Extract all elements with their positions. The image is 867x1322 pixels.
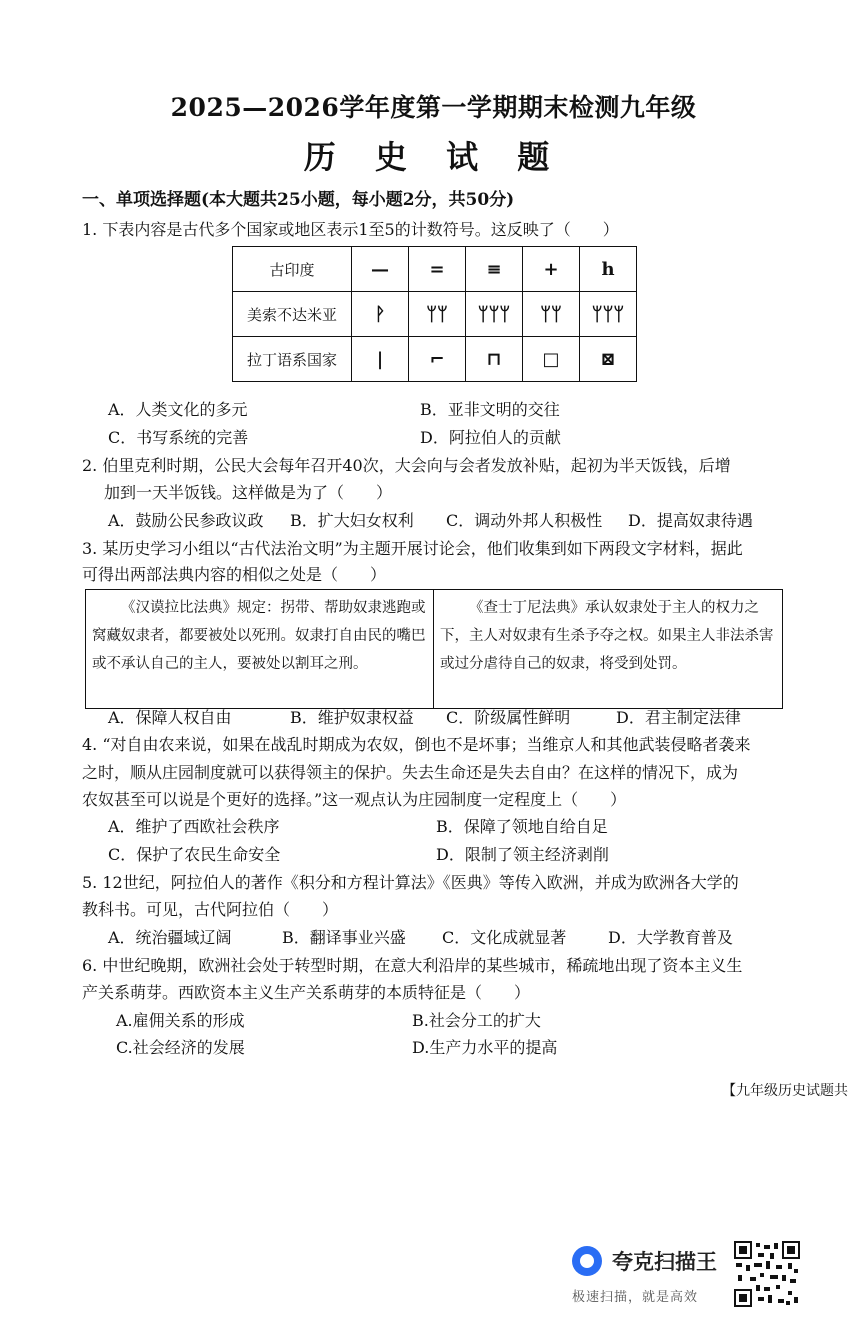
table-row (233, 292, 637, 337)
table-row (233, 247, 637, 292)
q5-option-a[interactable]: A．统治疆域辽阔 (108, 928, 232, 947)
q2-stem-line1: 2. 伯里克利时期，公民大会每年召开40次，大会向与会者发放补贴，起初为半天饭钱，后增 (82, 456, 731, 475)
numeral-symbol: ⌐ (409, 337, 466, 382)
subject-title: 历 史 试 题 (303, 138, 564, 176)
q2-option-c[interactable]: C．调动外邦人积极性 (446, 511, 603, 530)
table-row (233, 337, 637, 382)
q3-option-d[interactable]: D．君主制定法律 (616, 708, 741, 727)
legal-materials-box (85, 589, 783, 709)
q6-option-c[interactable]: C.社会经济的发展 (116, 1038, 245, 1057)
q5-option-d[interactable]: D．大学教育普及 (608, 928, 733, 947)
q3-stem-line2: 可得出两部法典内容的相似之处是（ ） (82, 565, 387, 584)
q1-option-c[interactable]: C．书写系统的完善 (108, 428, 249, 447)
q5-stem-line1: 5. 12世纪，阿拉伯人的著作《积分和方程计算法》《医典》等传入欧洲，并成为欧洲各大学的 (82, 873, 739, 892)
section-number: 一、 (82, 190, 116, 210)
numeral-symbol: — (352, 247, 409, 292)
numeral-symbol: = (409, 247, 466, 292)
scanner-brand-name: 夸克扫描王 (612, 1250, 717, 1274)
q2-option-a[interactable]: A．鼓励公民参政议政 (108, 511, 264, 530)
q5-option-c[interactable]: C．文化成就显著 (442, 928, 567, 947)
q2-option-d[interactable]: D．提高奴隶待遇 (628, 511, 753, 530)
section-heading (82, 188, 514, 212)
q3-option-c[interactable]: C．阶级属性鲜明 (446, 708, 571, 727)
q6-option-d[interactable]: D.生产力水平的提高 (412, 1038, 558, 1057)
q3-option-a[interactable]: A．保障人权自由 (108, 708, 232, 727)
numeral-symbol: ⊓ (466, 337, 523, 382)
numeral-symbol: + (523, 247, 580, 292)
numeral-symbol: | (352, 337, 409, 382)
q2-stem-line2: 加到一天半饭钱。这样做是为了（ ） (104, 483, 393, 502)
q1-option-a[interactable]: A．人类文化的多元 (108, 400, 248, 419)
q1-stem: 1. 下表内容是古代多个国家或地区表示1至5的计数符号。这反映了（ ） (82, 220, 619, 239)
q5-stem-line2: 教科书。可见，古代阿拉伯（ ） (82, 900, 339, 919)
quark-logo-icon (572, 1246, 602, 1276)
justinian-material: 《查士丁尼法典》承认奴隶处于主人的权力之下，主人对奴隶有生杀予夺之权。如果主人非法杀害或过分虐待自己的奴隶，将受到处罚。 (440, 600, 774, 672)
q4-option-a[interactable]: A．维护了西欧社会秩序 (108, 817, 280, 836)
q6-stem-line1: 6. 中世纪晚期，欧洲社会处于转型时期，在意大利沿岸的某些城市，稀疏地出现了资本主义生 (82, 956, 743, 975)
numeral-symbol: ᛘᛘ (523, 292, 580, 337)
q4-option-b[interactable]: B．保障了领地自给自足 (436, 817, 608, 836)
q4-stem-line3: 农奴甚至可以说是个更好的选择。”这一观点认为庄园制度一定程度上（ ） (82, 790, 627, 809)
q1-option-b[interactable]: B．亚非文明的交往 (420, 400, 560, 419)
numeral-symbol: ᛘᛘᛘ (580, 292, 637, 337)
q4-stem-line2: 之时，顺从庄园制度就可以获得领主的保护。失去生命还是失去自由？在这样的情况下，成为 (82, 763, 739, 782)
numeral-symbol: ᛘᛘ (409, 292, 466, 337)
q2-option-b[interactable]: B．扩大妇女权利 (290, 511, 414, 530)
table-row-label: 古印度 (233, 247, 352, 292)
numeral-symbol: ≡ (466, 247, 523, 292)
table-row-label: 美索不达米亚 (233, 292, 352, 337)
q4-option-c[interactable]: C．保护了农民生命安全 (108, 845, 281, 864)
qr-code-icon (734, 1241, 800, 1307)
table-row-label: 拉丁语系国家 (233, 337, 352, 382)
scanner-slogan: 极速扫描，就是高效 (572, 1290, 699, 1305)
section-note: (本大题共25小题，每小题2分，共50分) (201, 190, 515, 210)
q1-option-d[interactable]: D．阿拉伯人的贡献 (420, 428, 561, 447)
q4-option-d[interactable]: D．限制了领主经济剥削 (436, 845, 609, 864)
numeral-symbol: □ (523, 337, 580, 382)
q6-stem-line2: 产关系萌芽。西欧资本主义生产关系萌芽的本质特征是（ ） (82, 983, 531, 1002)
numeral-table (232, 246, 637, 382)
page-footer-note: 【九年级历史试题共 (722, 1083, 848, 1099)
numeral-symbol: ⊠ (580, 337, 637, 382)
q5-option-b[interactable]: B．翻译事业兴盛 (282, 928, 406, 947)
scanner-brand (572, 1246, 717, 1276)
q4-stem-line1: 4. “对自由农来说，如果在战乱时期成为农奴，倒也不是坏事；当维京人和其他武装侵略者袭来 (82, 735, 751, 754)
numeral-symbol: ᚹ (352, 292, 409, 337)
exam-title: 2025—2026学年度第一学期期末检测九年级 (170, 93, 697, 122)
q3-option-b[interactable]: B．维护奴隶权益 (290, 708, 414, 727)
hammurabi-material: 《汉谟拉比法典》规定：拐带、帮助奴隶逃跑或窝藏奴隶者，都要被处以死刑。奴隶打自由民的嘴巴或不承认自己的主人，要被处以割耳之刑。 (86, 590, 434, 708)
numeral-symbol: ᛘᛘᛘ (466, 292, 523, 337)
q6-option-a[interactable]: A.雇佣关系的形成 (116, 1011, 245, 1030)
numeral-symbol: h (580, 247, 637, 292)
q3-stem-line1: 3. 某历史学习小组以“古代法治文明”为主题开展讨论会，他们收集到如下两段文字材料，据此 (82, 539, 743, 558)
section-title: 单项选择题 (116, 190, 201, 210)
q6-option-b[interactable]: B.社会分工的扩大 (412, 1011, 541, 1030)
